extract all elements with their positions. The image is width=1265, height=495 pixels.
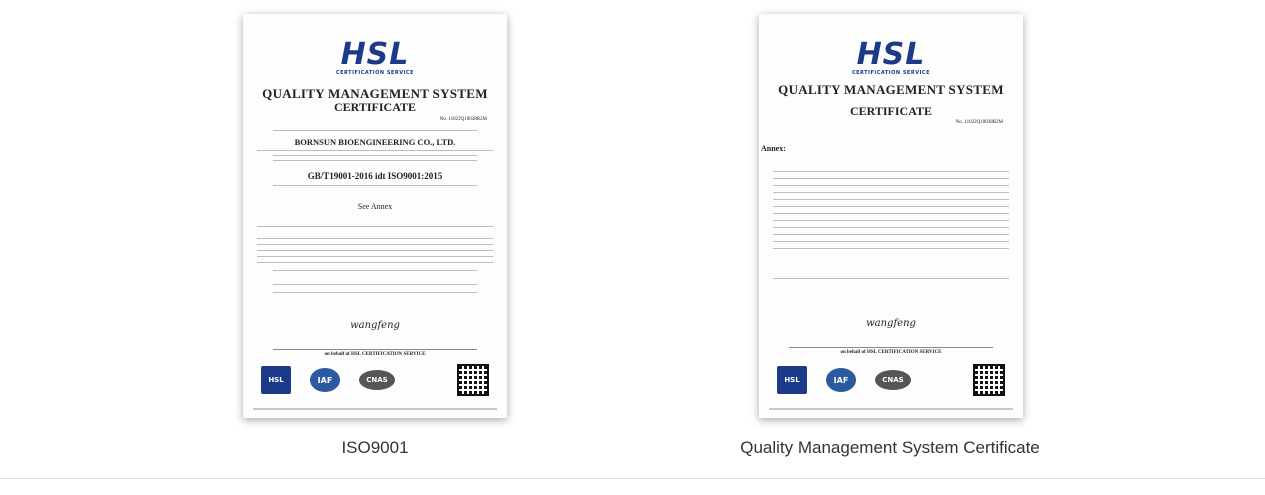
issuer-text: on behalf of HSL CERTIFICATION SERVICE — [840, 350, 942, 355]
text-line — [273, 292, 477, 293]
footer-line — [769, 408, 1013, 410]
text-line — [773, 199, 1009, 200]
hsl-small-logo: HSL — [777, 366, 807, 394]
annex-label: Annex: — [761, 144, 786, 153]
qr-code-icon — [973, 364, 1005, 396]
text-line — [273, 160, 477, 161]
signature-line — [273, 349, 477, 350]
certificate-image[interactable] — [243, 14, 507, 418]
text-line — [773, 234, 1009, 235]
certificate-title: QUALITY MANAGEMENT SYSTEM — [262, 86, 488, 101]
cnas-logo: CNAS — [875, 370, 911, 390]
signature: wangfeng — [866, 318, 916, 329]
text-line — [273, 185, 477, 186]
text-line — [773, 185, 1009, 186]
hsl-logo: HSL CERTIFICATION SERVICE — [851, 37, 931, 76]
text-line — [773, 171, 1009, 172]
certificate-subtitle: CERTIFICATE — [849, 104, 933, 118]
issuer-text: on behalf of HSL CERTIFICATION SERVICE — [324, 352, 426, 357]
text-line — [257, 262, 493, 263]
scope-text: See Annex — [357, 202, 393, 211]
text-line — [257, 256, 493, 257]
qr-code-icon — [457, 364, 489, 396]
text-line — [273, 130, 477, 131]
accreditation-logos — [261, 364, 489, 396]
certificate-title: QUALITY MANAGEMENT SYSTEM — [778, 82, 1004, 97]
text-line — [257, 244, 493, 245]
text-line — [773, 206, 1009, 207]
certificate-number: No. 11022Q10038R2M — [439, 117, 487, 122]
certificate-image[interactable] — [759, 14, 1023, 418]
text-line — [773, 178, 1009, 179]
text-line — [257, 226, 493, 227]
accreditation-text — [414, 366, 438, 394]
hsl-logo: HSL CERTIFICATION SERVICE — [335, 37, 415, 76]
company-name: BORNSUN BIOENGINEERING CO., LTD. — [294, 137, 456, 147]
text-line — [773, 248, 1009, 249]
text-line — [257, 150, 493, 151]
accreditation-logos — [777, 364, 1005, 396]
certificate-subtitle: CERTIFICATE — [333, 100, 417, 114]
accreditation-text — [930, 366, 954, 394]
standard-name: GB/T19001-2016 idt ISO9001:2015 — [307, 171, 443, 181]
iaf-logo: IAF — [826, 368, 856, 392]
iaf-logo: IAF — [310, 368, 340, 392]
certificate-caption[interactable]: ISO9001 — [341, 438, 409, 457]
text-line — [773, 278, 1009, 279]
signature: wangfeng — [350, 320, 400, 331]
cnas-logo: CNAS — [359, 370, 395, 390]
certificate-number: No. 11022Q10038R2M — [955, 120, 1003, 125]
footer-line — [253, 408, 497, 410]
certificate-caption[interactable]: Quality Management System Certificate — [740, 438, 1040, 457]
text-line — [257, 238, 493, 239]
text-line — [773, 192, 1009, 193]
signature-line — [789, 347, 993, 348]
text-line — [773, 220, 1009, 221]
text-line — [257, 250, 493, 251]
text-line — [273, 284, 477, 285]
text-line — [773, 241, 1009, 242]
text-line — [273, 155, 477, 156]
hsl-small-logo: HSL — [261, 366, 291, 394]
text-line — [273, 270, 477, 271]
text-line — [773, 227, 1009, 228]
text-line — [773, 213, 1009, 214]
bottom-divider — [0, 478, 1265, 479]
